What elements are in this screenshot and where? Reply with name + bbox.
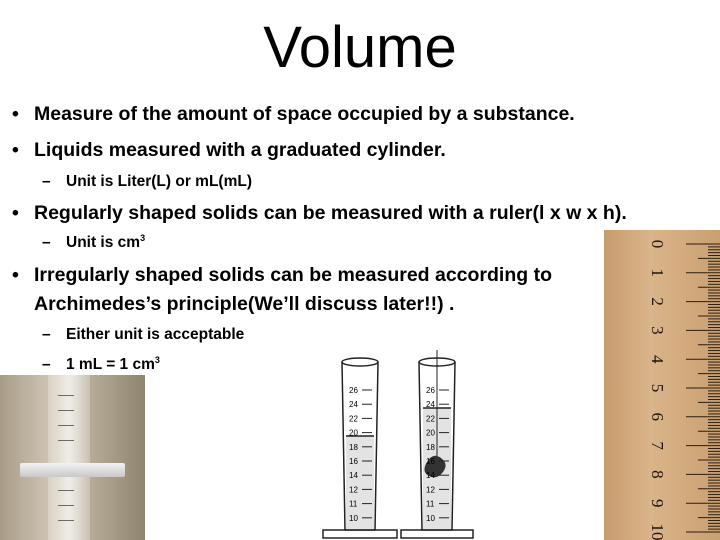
cylinder-tick-label: 20 <box>349 428 358 438</box>
bullet-1 <box>12 100 575 128</box>
cylinder-tick-label: 14 <box>426 471 435 481</box>
right-cylinder <box>401 350 473 538</box>
cylinder-tube <box>48 375 90 540</box>
bullet-4-text-line1: Irregularly shaped solids can be measured according to <box>34 264 552 286</box>
cylinder-tick-label: 10 <box>349 513 358 523</box>
bullet-4-line2 <box>34 290 454 318</box>
cylinder-tick-label: 26 <box>349 386 358 395</box>
left-cylinder <box>323 358 397 538</box>
ruler-number: 2 <box>648 297 667 306</box>
bullet-dot: • <box>12 264 19 286</box>
slide-title: Volume <box>263 15 457 80</box>
cylinder-tick-label: 12 <box>349 485 358 495</box>
sub-bullet-3-1 <box>42 232 145 254</box>
sub-bullet-2-1 <box>42 171 252 193</box>
ruler-number: 3 <box>648 326 667 335</box>
ruler-number: 7 <box>648 441 667 450</box>
cylinder-tick-label: 12 <box>426 485 435 495</box>
superscript: 3 <box>140 232 146 243</box>
sub-dash: – <box>42 326 51 343</box>
sub-dash: – <box>42 234 51 251</box>
ruler-number: 9 <box>648 498 667 508</box>
cylinder-collar <box>20 463 125 477</box>
cylinder-tick-label: 26 <box>426 386 435 395</box>
ruler-number: 8 <box>648 470 667 479</box>
cylinder-tick-label: 10 <box>426 513 435 523</box>
ruler-number: 4 <box>648 354 667 364</box>
ruler-ticks <box>604 230 720 540</box>
cylinder-tick <box>58 520 74 521</box>
bullet-dot: • <box>12 103 19 125</box>
ruler-number: 6 <box>648 412 667 422</box>
superscript: 3 <box>154 354 160 365</box>
sub-dash: – <box>42 173 51 190</box>
sub-bullet-4-2-text: 1 mL = 1 cm <box>66 356 155 373</box>
cylinder-tick-label: 18 <box>349 442 358 452</box>
bullet-2-text: Liquids measured with a graduated cylinder. <box>34 139 446 161</box>
cylinder-tick <box>58 395 74 396</box>
ruler-number: 1 <box>648 268 667 278</box>
ruler-number: 0 <box>648 239 667 249</box>
sub-bullet-4-1 <box>42 324 244 346</box>
bullet-2 <box>12 136 446 164</box>
displacement-illustration <box>315 350 475 540</box>
sub-bullet-3-1-text: Unit is cm <box>66 234 141 251</box>
sub-bullet-4-1-text: Either unit is acceptable <box>66 326 245 343</box>
bullet-1-text: Measure of the amount of space occupied by a substance. <box>34 103 575 125</box>
graduated-cylinder-photo <box>0 375 145 540</box>
sub-bullet-2-1-text: Unit is Liter(L) or mL(mL) <box>66 173 252 190</box>
cylinder-tick-label: 16 <box>426 457 435 466</box>
sub-dash: – <box>42 356 51 373</box>
ruler-number: 5 <box>648 383 667 393</box>
bullet-3-text: Regularly shaped solids can be measured with a ruler(l x w x h). <box>34 202 627 224</box>
bullet-4-text-line2: Archimedes’s principle(We’ll discuss later!!) . <box>34 293 455 315</box>
cylinder-tick <box>58 425 74 426</box>
cylinder-tick <box>58 440 74 441</box>
cylinder-tick-label: 22 <box>426 414 435 424</box>
bullet-4 <box>12 261 552 289</box>
ruler-number: 10 <box>648 523 667 540</box>
bullet-dot: • <box>12 202 19 224</box>
cylinder-tick-label: 22 <box>349 414 358 424</box>
cylinder-tick-label: 18 <box>426 442 435 452</box>
cylinder-tick-label: 11 <box>426 499 435 509</box>
cylinder-tick <box>58 505 74 506</box>
bullet-dot: • <box>12 139 19 161</box>
cylinder-tick-label: 14 <box>349 471 358 481</box>
cylinder-tick-label: 16 <box>349 457 358 466</box>
cylinder-tick <box>58 410 74 411</box>
cylinder-tick-label: 24 <box>426 400 435 410</box>
cylinder-tick-label: 20 <box>426 428 435 438</box>
bullet-3 <box>12 199 627 227</box>
sub-bullet-4-2 <box>42 354 160 376</box>
ruler-image <box>604 230 720 540</box>
cylinder-tick-label: 24 <box>349 400 358 410</box>
cylinder-tick <box>58 490 74 491</box>
cylinder-tick-label: 11 <box>349 499 358 509</box>
